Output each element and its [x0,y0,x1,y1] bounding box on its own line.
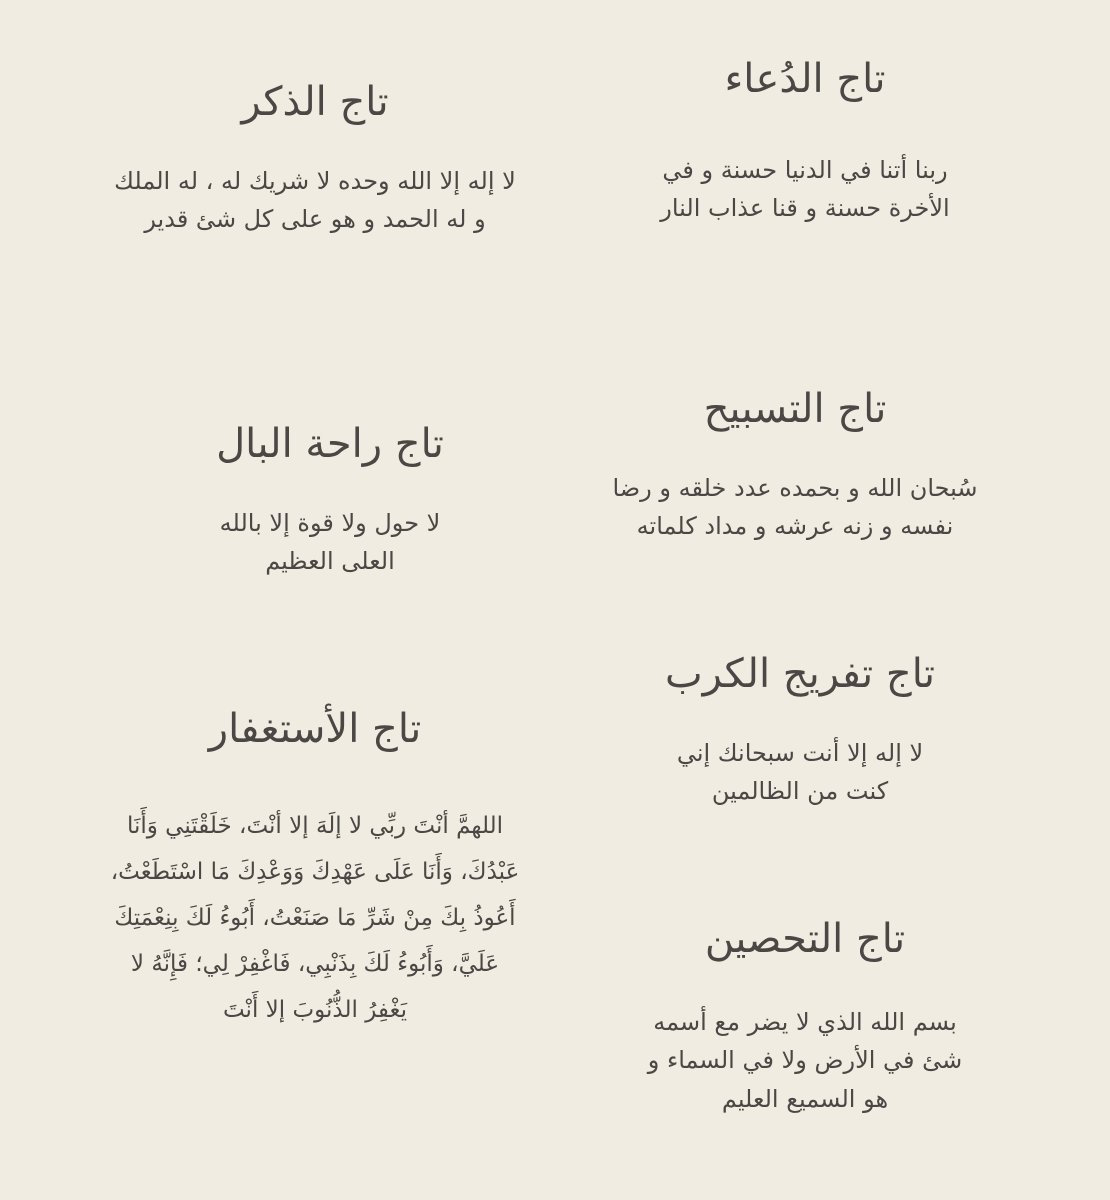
card-tafreej-al-karb [615,650,985,811]
card-body [150,504,510,581]
card-line: عَبْدُكَ، وَأَنَا عَلَى عَهْدِكَ وَوَعْدِكَ مَا اسْتَطَعْتُ، [110,859,520,885]
card-line: بسم الله الذي لا يضر مع أسمه [653,1008,957,1036]
card-line: لا إله إلا أنت سبحانك إني [676,739,924,767]
card-title: تاج التحصين [704,916,906,962]
card-line: نفسه و زنه عرشه و مداد كلماته [636,512,954,541]
card-body [55,803,575,1033]
card-rahat-al-bal [150,420,510,581]
card-line: أَعُوذُ بِكَ مِنْ شَرِّ مَا صَنَعْتُ، أَبُوءُ لَكَ بِنِعْمَتِكَ [114,905,516,931]
card-doaa [575,55,1035,228]
card-body [585,1003,1025,1118]
card-line: هو السميع العليم [721,1084,889,1113]
card-tasbeeh [560,385,1030,546]
card-line: لا حول ولا قوة إلا بالله [219,509,441,537]
card-title: تاج الأستغفار [208,706,422,752]
card-line: عَلَيَّ، وَأَبُوءُ لَكَ بِذَنْبِي، فَاغْفِرْ لِي؛ فَإِنَّهُ لا [130,951,500,977]
card-body [55,162,575,239]
card-title: تاج الذكر [241,79,389,125]
card-title: تاج راحة البال [216,421,444,467]
card-line: شئ في الأرض ولا في السماء و [647,1046,963,1075]
card-body [575,151,1035,228]
card-tahseen [585,915,1025,1118]
card-line: ربنا أتنا في الدنيا حسنة و في [662,156,948,184]
card-line: سُبحان الله و بحمده عدد خلقه و رضا [612,474,978,502]
card-title: تاج الدُعاء [724,56,886,102]
card-title: تاج تفريج الكرب [664,651,936,697]
card-line: العلى العظيم [265,547,395,576]
card-line: اللهمَّ أنْتَ ربِّي لا إلَهَ إلا أنْتَ، خَلَقْتَنِي وَأَنَا [126,813,504,839]
card-line: و له الحمد و هو على كل شئ قدير [144,205,486,234]
card-line: يَغْفِرُ الذُّنُوبَ إلا أَنْتَ [222,997,408,1023]
card-body [560,469,1030,546]
card-body [615,734,985,811]
card-line: الأخرة حسنة و قنا عذاب النار [660,194,950,223]
card-istighfar [55,705,575,1033]
card-line: لا إله إلا الله وحده لا شريك له ، له الملك [114,167,516,195]
card-title: تاج التسبيح [703,386,887,432]
card-line: كنت من الظالمين [711,777,889,806]
card-dhikr [55,78,575,239]
